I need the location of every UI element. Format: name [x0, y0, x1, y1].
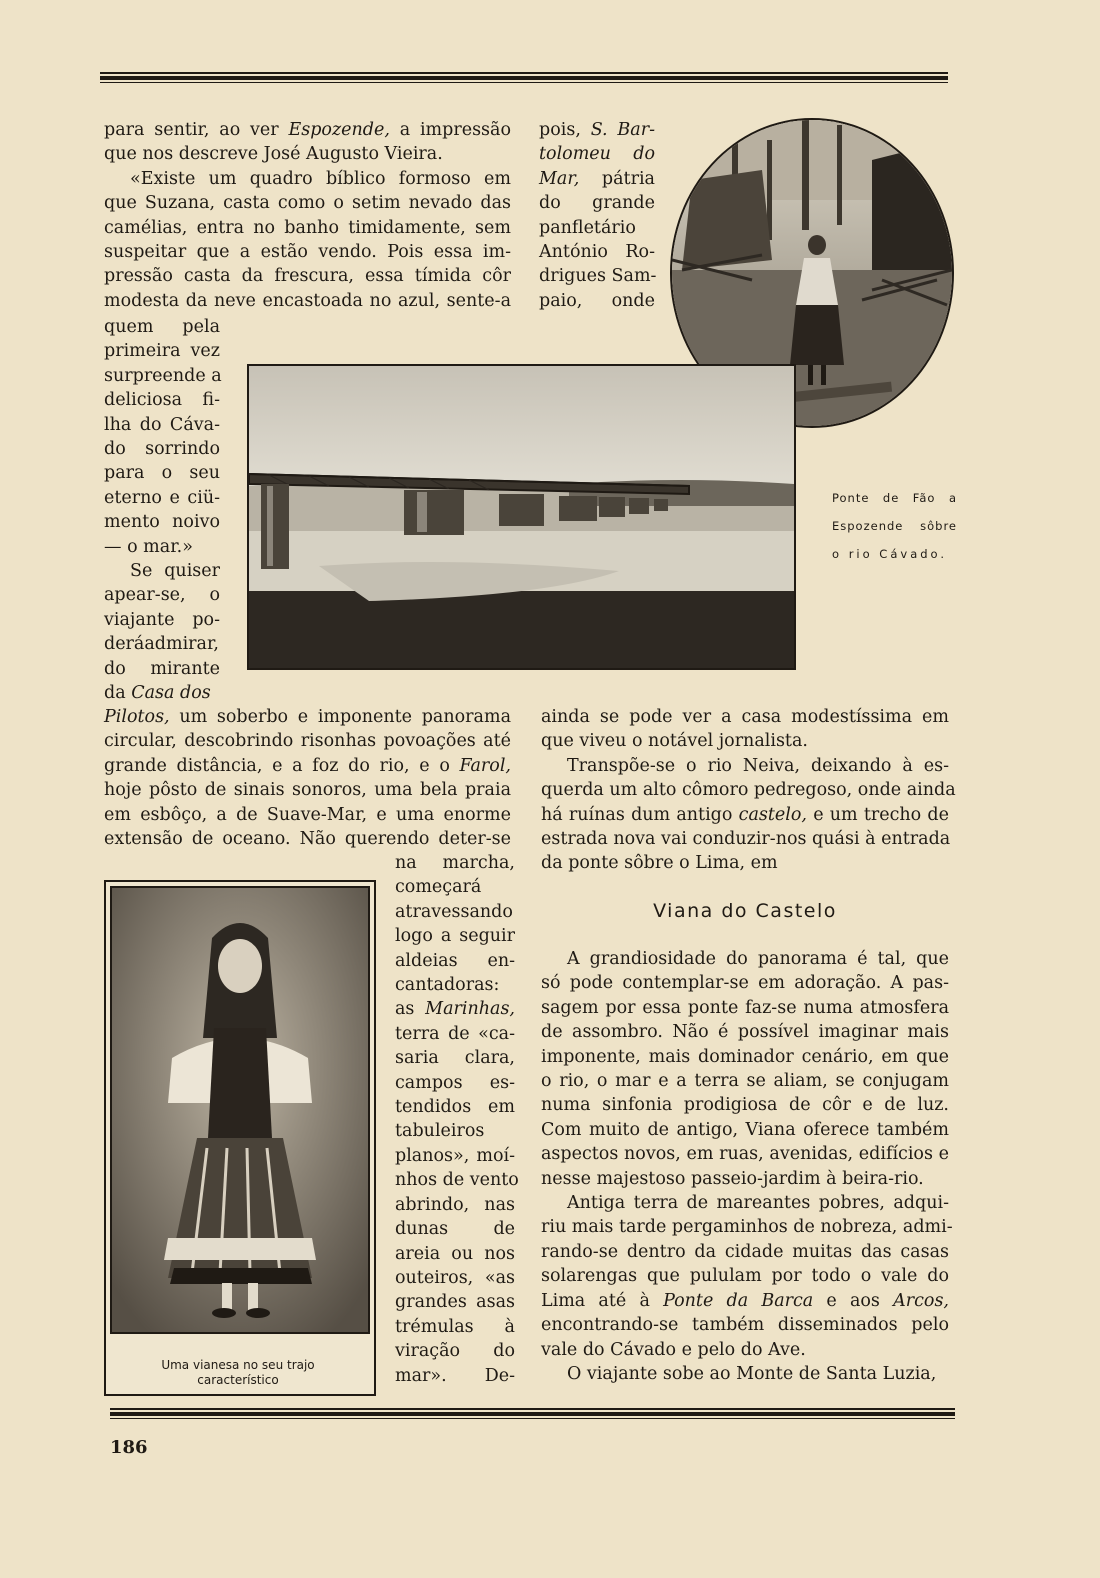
text-line: Antiga terra de mareantes pobres, adqui- — [567, 1193, 949, 1214]
bridge-caption — [832, 484, 957, 568]
text-line: nhos de vento — [395, 1170, 519, 1191]
section-heading: Viana do Castelo — [653, 900, 837, 922]
text-line: O viajante sobe ao Monte de Santa Luzia, — [567, 1363, 937, 1384]
text-line: tolomeu do — [539, 144, 655, 165]
narrow-middle-text — [395, 851, 519, 1388]
text-line: mar». De- — [395, 1365, 515, 1386]
text-line: mento noivo — [104, 512, 220, 533]
text-line: primeira vez — [104, 341, 220, 362]
page-number: 186 — [110, 1437, 148, 1458]
text-line: imponente, mais dominador cenário, em que — [541, 1046, 949, 1067]
text-line: do mirante — [104, 658, 220, 679]
text-line: hoje pôsto de sinais sonoros, uma bela praia — [104, 780, 511, 801]
text-line: Mar, pátria — [539, 168, 655, 189]
text-line: suspeitar que a estão vendo. Pois essa im- — [104, 242, 511, 263]
text-line: para sentir, ao ver Espozende, a impressão — [104, 120, 511, 140]
text-line: as Marinhas, — [395, 999, 515, 1020]
text-line: que nos descreve José Augusto Vieira. — [104, 144, 443, 165]
bottom-rule — [110, 1408, 955, 1418]
text-line: drigues Sam- — [539, 266, 657, 287]
top-rule — [100, 72, 948, 82]
text-line: tendidos em — [395, 1097, 515, 1118]
text-line: pois, S. Bar- — [539, 120, 655, 140]
woman-caption — [116, 1358, 360, 1388]
bridge-caption-line: Ponte de Fão a — [832, 491, 957, 505]
text-line: começará — [395, 877, 482, 898]
woman-photo — [110, 886, 370, 1334]
text-line: deráadmirar, — [104, 634, 219, 655]
text-line: para o seu — [104, 463, 220, 484]
text-line: surpreende a — [104, 365, 222, 386]
woman-photo-frame — [104, 880, 376, 1396]
text-line: vale do Cávado e pelo do Ave. — [541, 1339, 806, 1360]
text-line: Se quiser — [130, 561, 220, 582]
narrow-left-text — [104, 315, 220, 706]
text-line: encontrando-se também disseminados pelo — [541, 1315, 949, 1336]
text-line: sagem por essa ponte faz-se numa atmosfera — [541, 997, 949, 1018]
text-line: panfletário — [539, 217, 636, 238]
text-line: ainda se pode ver a casa modestíssima em — [541, 707, 949, 727]
text-line: dunas de — [395, 1219, 515, 1240]
text-line: atravessando — [395, 901, 513, 922]
text-line: deliciosa fi- — [104, 390, 220, 411]
text-line: grande distância, e a foz do rio, e o Farol, — [104, 755, 511, 776]
text-line: lha do Cáva- — [104, 414, 220, 435]
top-left-text — [104, 118, 511, 313]
text-line: abrindo, nas — [395, 1194, 515, 1215]
text-line: na marcha, — [395, 853, 515, 873]
text-line: viração do — [395, 1341, 515, 1362]
text-line: do sorrindo — [104, 439, 220, 460]
text-line: da Casa dos — [104, 683, 211, 704]
bridge-caption-line: o rio Cávado. — [832, 547, 948, 561]
right-text-a — [541, 705, 956, 876]
text-line: querda um alto cômoro pedregoso, onde ainda — [541, 780, 956, 801]
text-line: A grandiosidade do panorama é tal, que — [567, 949, 949, 969]
text-line: paio, onde — [539, 290, 655, 311]
text-line: há ruínas dum antigo castelo, e um trecho de — [541, 804, 949, 825]
text-line: numa sinfonia prodigiosa de côr e de luz. — [541, 1095, 949, 1116]
text-line: aldeias en- — [395, 950, 515, 971]
woman-caption-line: Uma vianesa no seu trajo — [161, 1358, 315, 1372]
text-line: nesse majestoso passeio-jardim à beira-rio. — [541, 1168, 924, 1189]
text-line: Com muito de antigo, Viana oferece também — [541, 1119, 949, 1140]
text-line: Lima até à Ponte da Barca e aos Arcos, — [541, 1290, 949, 1311]
bridge-photo — [247, 364, 796, 670]
text-line: trémulas à — [395, 1316, 515, 1337]
text-line: riu mais tarde pergaminhos de nobreza, admi- — [541, 1217, 953, 1238]
text-line: solarengas que pululam por todo o vale do — [541, 1266, 949, 1287]
mid-left-text — [104, 705, 511, 851]
text-line: Pilotos, um soberbo e imponente panorama — [104, 707, 511, 727]
text-line: areia ou nos — [395, 1243, 515, 1264]
text-line: planos», moí- — [395, 1145, 515, 1166]
text-line: logo a seguir — [395, 926, 515, 947]
text-line: cantadoras: — [395, 975, 500, 996]
text-line: circular, descobrindo risonhas povoações até — [104, 731, 511, 752]
text-line: saria clara, — [395, 1048, 515, 1069]
text-line: apear-se, o — [104, 585, 220, 606]
bridge-photo-graphic — [249, 366, 794, 668]
text-line: eterno e ciü- — [104, 487, 220, 508]
text-line: — o mar.» — [104, 536, 193, 557]
text-line: terra de «ca- — [395, 1023, 515, 1044]
text-line: que Suzana, casta como o setim nevado das — [104, 193, 511, 214]
text-line: viajante po- — [104, 609, 220, 630]
right-text-b — [541, 947, 953, 1386]
text-line: da ponte sôbre o Lima, em — [541, 853, 778, 874]
text-line: o rio, o mar e a terra se aliam, se conjugam — [541, 1071, 949, 1092]
text-line: estrada nova vai conduzir-nos quási à entrada — [541, 829, 951, 850]
woman-photo-graphic — [112, 888, 368, 1332]
text-line: camélias, entra no banho timidamente, sem — [104, 217, 511, 238]
text-line: outeiros, «as — [395, 1267, 515, 1288]
text-line: do grande — [539, 193, 655, 214]
text-line: Transpõe-se o rio Neiva, deixando à es- — [567, 755, 949, 776]
text-line: rando-se dentro da cidade muitas das casas — [541, 1241, 949, 1262]
woman-caption-line: característico — [197, 1373, 279, 1387]
text-line: «Existe um quadro bíblico formoso em — [130, 168, 511, 189]
text-line: António Ro- — [539, 242, 655, 263]
text-line: de assombro. Não é possível imaginar mais — [541, 1022, 949, 1043]
text-line: que viveu o notável jornalista. — [541, 731, 808, 752]
bridge-caption-line: Espozende sôbre — [832, 519, 957, 533]
text-line: campos es- — [395, 1072, 515, 1093]
top-middle-text — [539, 118, 655, 313]
text-line: grandes asas — [395, 1292, 515, 1313]
text-line: aspectos novos, em ruas, avenidas, edifícios e — [541, 1144, 949, 1165]
text-line: quem pela — [104, 317, 220, 337]
text-line: tabuleiros — [395, 1121, 485, 1142]
text-line: extensão de oceano. Não querendo deter-se — [104, 829, 511, 850]
text-line: pressão casta da frescura, essa tímida côr — [104, 266, 511, 287]
text-line: em esbôço, a de Suave-Mar, e uma enorme — [104, 804, 511, 825]
text-line: só pode contemplar-se em adoração. A pas- — [541, 973, 949, 994]
text-line: modesta da neve encastoada no azul, sente-a — [104, 290, 511, 311]
